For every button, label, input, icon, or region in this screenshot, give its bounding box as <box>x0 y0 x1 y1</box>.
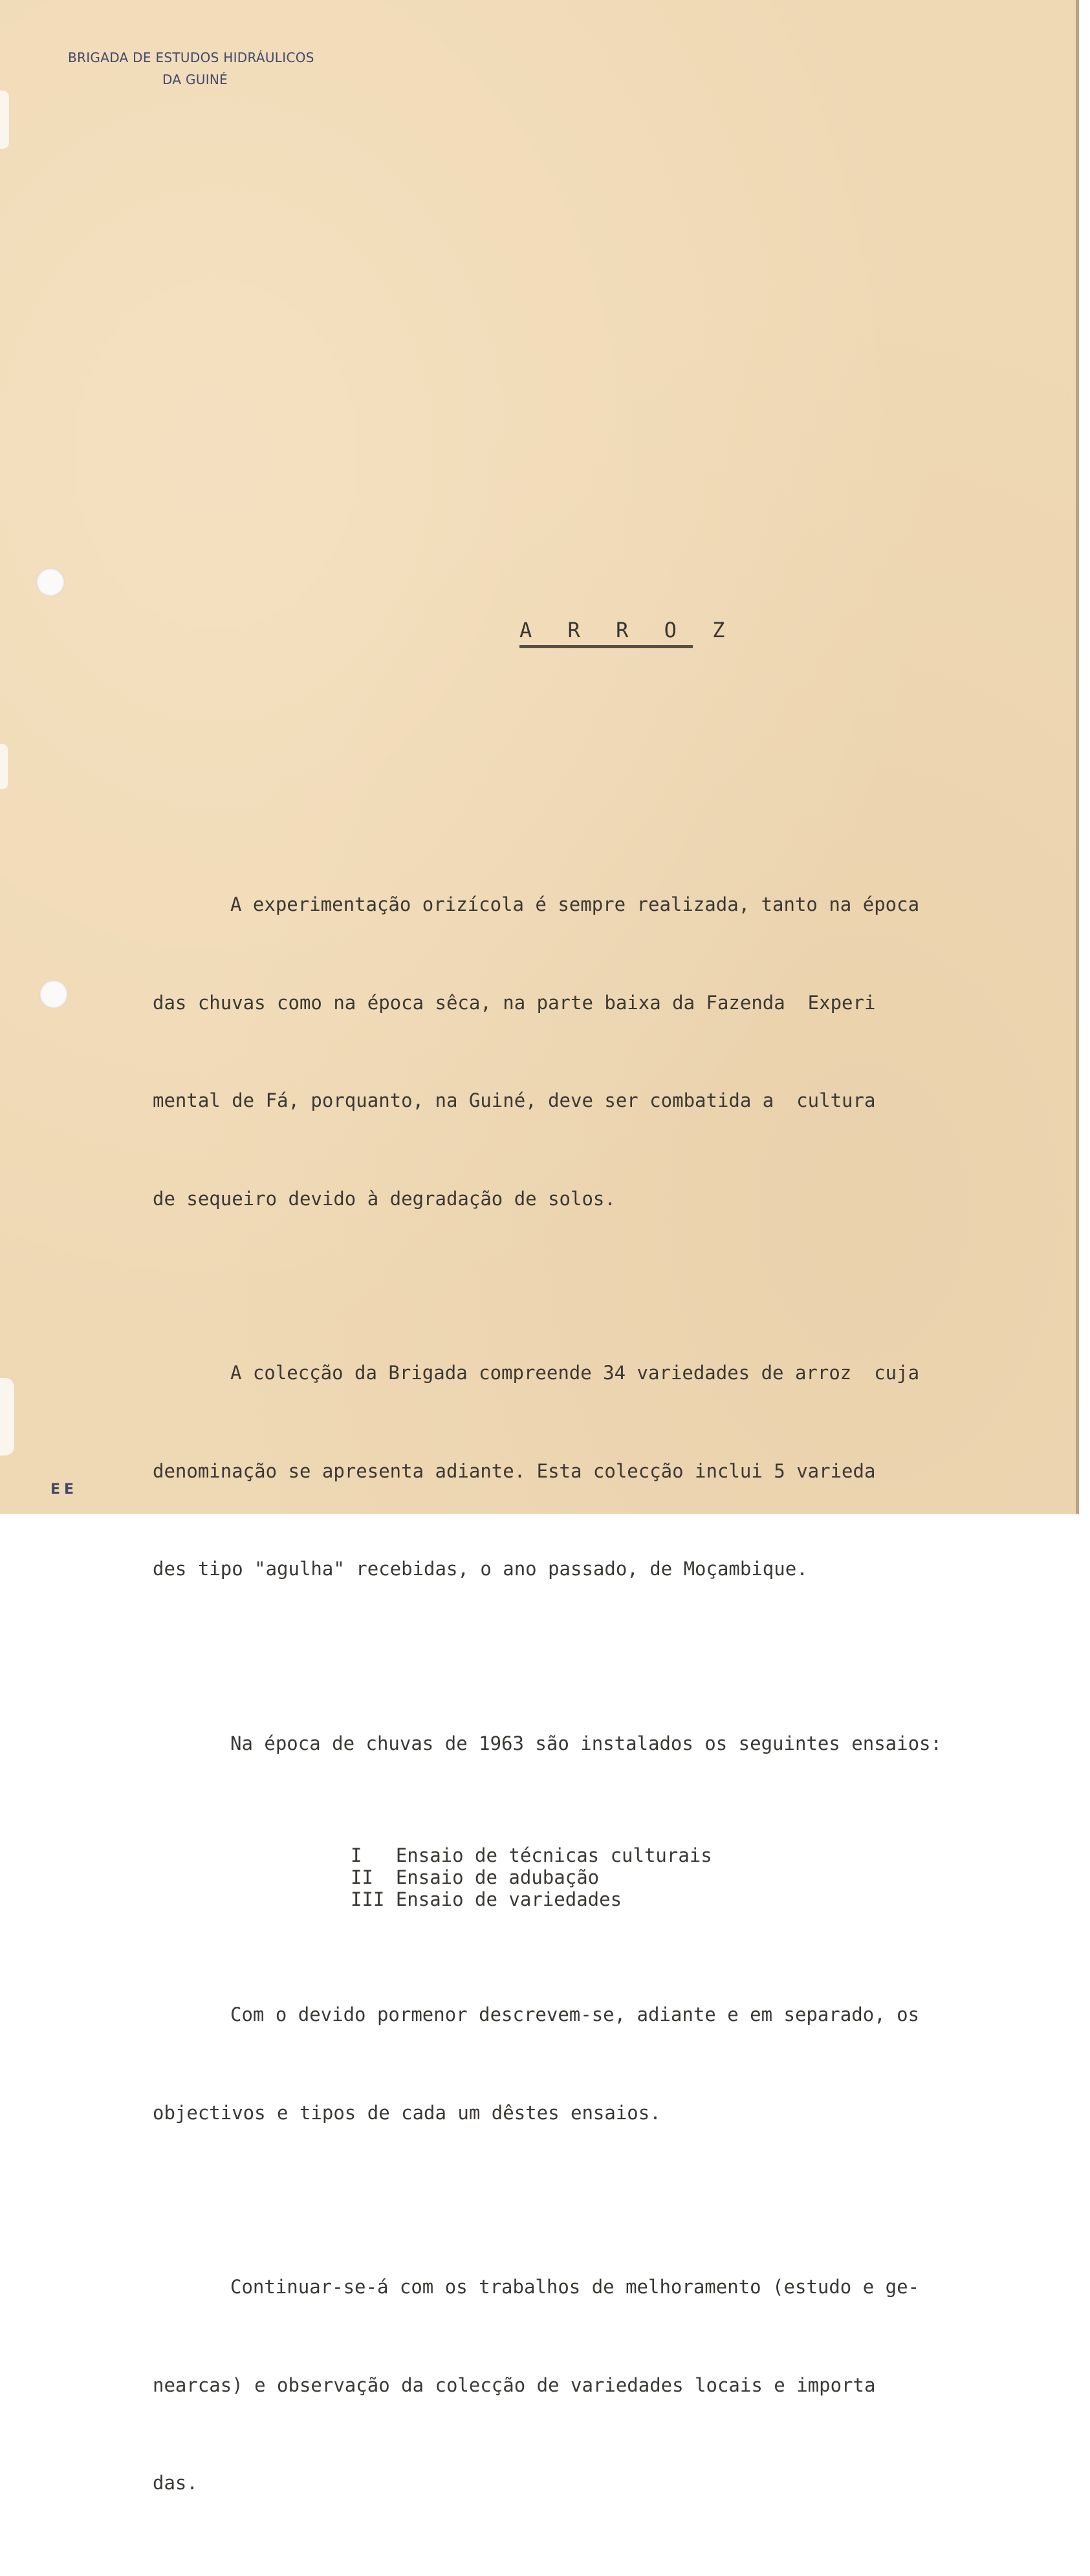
text-line: des tipo "agulha" recebidas, o ano passado, de Moçambique. <box>153 1558 808 1580</box>
text-line: objectivos e tipos de cada um dêstes ensaios. <box>153 2101 661 2124</box>
document-title: A R R O Z <box>519 618 737 642</box>
page-edge <box>1076 0 1079 1514</box>
text-line: mental de Fá, porquanto, na Guiné, deve ser combatida a cultura <box>153 1089 876 1111</box>
paragraph-trials-intro <box>191 1662 1071 1826</box>
trial-item: III Ensaio de variedades <box>351 1888 622 1910</box>
paper-tear-bottom <box>0 1378 14 1456</box>
paper-tear-top <box>0 91 9 149</box>
punch-hole-bottom <box>39 980 68 1009</box>
paragraph-detail <box>153 1933 1071 2194</box>
title-underline <box>519 645 693 648</box>
text-line: das chuvas como na época sêca, na parte baixa da Fazenda Experi <box>153 991 876 1014</box>
text-line: A colecção da Brigada compreende 34 variedades de arroz cuja <box>230 1362 920 1384</box>
trials-list <box>351 1844 1071 1910</box>
text-line: nearcas) e observação da colecção de variedades locais e importa <box>153 2374 876 2396</box>
paper-tear-middle <box>0 744 8 789</box>
paragraph-continuation <box>153 2205 1071 2565</box>
document-body <box>153 823 1071 2576</box>
punch-hole-top <box>36 568 65 596</box>
margin-mark: EE <box>50 1481 78 1498</box>
text-line: denominação se apresenta adiante. Esta colecção inclui 5 varieda <box>153 1459 876 1482</box>
trial-item: I Ensaio de técnicas culturais <box>351 1844 712 1866</box>
text-line: Com o devido pormenor descrevem-se, adiante e em separado, os <box>230 2003 920 2025</box>
paragraph-collection <box>153 1291 1071 1651</box>
text-line: Na época de chuvas de 1963 são instalados os seguintes ensaios: <box>230 1732 942 1754</box>
letterhead <box>68 47 353 91</box>
text-line: das. <box>153 2472 198 2494</box>
letterhead-organization: BRIGADA DE ESTUDOS HIDRÁULICOS <box>68 50 314 65</box>
text-line: A experimentação orizícola é sempre realizada, tanto na época <box>230 893 920 915</box>
letterhead-location: DA GUINÉ <box>162 72 228 87</box>
text-line: de sequeiro devido à degradação de solos. <box>153 1187 616 1210</box>
text-line: Continuar-se-á com os trabalhos de melhoramento (estudo e ge- <box>230 2276 920 2298</box>
trial-item: II Ensaio de adubação <box>351 1866 600 1888</box>
paragraph-experimentation <box>153 823 1071 1280</box>
